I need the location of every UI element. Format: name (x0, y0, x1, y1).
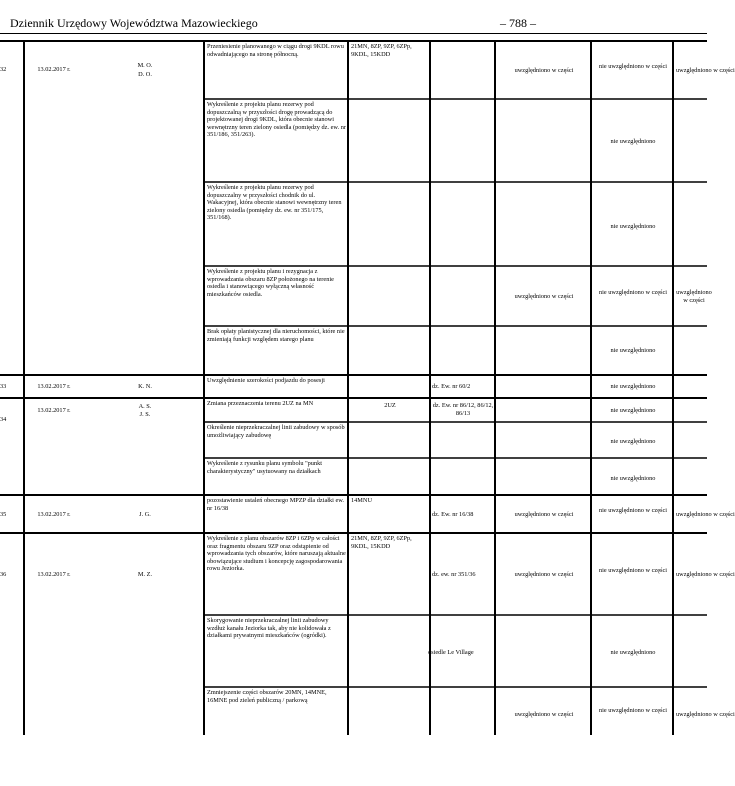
decision-council: nie uwzględniono (610, 649, 656, 656)
plot-number: dz. Ew. nr 60/2 (432, 383, 471, 390)
submission-date: 13.02.2017 r. (37, 571, 71, 578)
person-initials: D. O. (138, 71, 152, 78)
row-number: 32 (0, 66, 7, 73)
submission-date: 13.02.2017 r. (37, 407, 71, 414)
person-initials: M. Z. (137, 571, 153, 578)
decision-final: uwzględniono w części (676, 67, 735, 74)
page-number: – 788 – (500, 16, 536, 30)
remark-description: Skorygowanie nieprzekraczalnej linii zabudowy wzdłuż kanału Jeziorka tak, aby nie kolidowała z działkami prywatnymi mieszkańców (ogródki). (207, 617, 331, 640)
decision-council: nie uwzględniono w części (598, 567, 668, 574)
remark-description: Przeniesienie planowanego w ciągu drogi 9KDL rowu odwadniającego na stronę północną. (207, 43, 344, 58)
person-initials: M. O. (137, 62, 153, 69)
person-initials: J. G. (139, 511, 151, 518)
decision-mayor: uwzględniono w części (514, 511, 574, 518)
decision-mayor: uwzględniono w części (514, 571, 574, 578)
remark-description: Zmniejszenie części obszarów 20MN, 14MNE, 16MNE pod zieleń publiczną / parkową (207, 689, 327, 704)
plan-zones: 2UZ (384, 402, 396, 409)
decision-final: uwzględniono w części (676, 289, 712, 304)
remark-description: Wykreślenie z projektu planu i rezygnacja z wprowadzania obszaru 8ZP położonego na terenie osiedla i stanowiącego wyłączną własność mieszkańców osiedla. (207, 268, 334, 298)
decision-council: nie uwzględniono w części (598, 63, 668, 70)
header-rule (0, 33, 707, 34)
decision-final: uwzględniono w części (676, 711, 735, 718)
plot-number: osiedle Le Village (428, 649, 474, 656)
plan-zones: 14MNU (351, 497, 372, 504)
decision-council: nie uwzględniono (610, 347, 656, 354)
decision-council: nie uwzględniono w części (598, 507, 668, 514)
remark-description: Wykreślenie z projektu planu rezerwy pod dopuszczalną w przyszłości drogę prowadzącą do projektowanej drogi 9KDL, która obecnie stanowi wewnętrzny teren zielony osiedla (pomiędzy dz. ew. nr 351/186, 351/263). (207, 101, 346, 139)
submission-date: 13.02.2017 r. (37, 383, 71, 390)
decision-council: nie uwzględniono w części (598, 289, 668, 296)
remark-description: pozostawienie ustaleń obecnego MPZP dla działki ew. nr 16/38 (207, 497, 344, 512)
journal-title: Dziennik Urzędowy Województwa Mazowieckiego (10, 16, 258, 30)
row-number: 33 (0, 383, 7, 390)
remark-description: Zmiana przeznaczenia terenu 2UZ na MN (207, 400, 314, 407)
decision-council: nie uwzględniono (610, 138, 656, 145)
plan-zones: 21MN, 8ZP, 9ZP, 6ZPp, 9KDL, 15KDD (351, 43, 412, 58)
remark-description: Wykreślenie z rysunku planu symbolu "punkt charakterystyczny" usytuowany na działkach (207, 460, 322, 475)
plot-number: dz. ew. nr 351/36 (432, 571, 476, 578)
plot-number: dz. Ew. nr 16/38 (432, 511, 474, 518)
decision-council: nie uwzględniono (610, 223, 656, 230)
person-initials: K. N. (138, 383, 152, 390)
decision-mayor: uwzględniono w części (514, 67, 574, 74)
person-initials: A. S. (138, 403, 152, 410)
remark-description: Uwzględnienie szerokości podjazdu do posesji (207, 377, 325, 384)
submission-date: 13.02.2017 r. (37, 66, 71, 73)
row-number: 36 (0, 571, 7, 578)
decision-council: nie uwzględniono (610, 383, 656, 390)
decision-final: uwzględniono w części (676, 511, 735, 518)
decision-final: uwzględniono w części (676, 571, 735, 578)
decision-mayor: uwzględniono w części (514, 293, 574, 300)
plan-zones: 21MN, 8ZP, 9ZP, 6ZPp, 9KDL, 15KDD (351, 535, 412, 550)
remark-description: Wykreślenie z projektu planu rezerwy pod dopuszczalny w przyszłości chodnik do ul. Wakacyjnej, która obecnie stanowi wewnętrzny teren zielony osiedla (pomiędzy dz. ew. nr 351/175, 351/168). (207, 184, 342, 222)
remark-description: Określenie nieprzekraczalnej linii zabudowy w sposób umożliwiający zabudowę (207, 424, 345, 439)
row-number: 35 (0, 511, 7, 518)
decision-mayor: uwzględniono w części (514, 711, 574, 718)
decision-council: nie uwzględniono (610, 407, 656, 414)
row-number: 34 (0, 416, 7, 423)
plot-number: dz. Ew. nr 86/12, 86/12, 86/13 (432, 402, 494, 417)
decision-council: nie uwzględniono w części (598, 707, 668, 714)
decision-council: nie uwzględniono (610, 438, 656, 445)
decision-council: nie uwzględniono (610, 475, 656, 482)
submission-date: 13.02.2017 r. (37, 511, 71, 518)
remark-description: Brak opłaty planistycznej dla nieruchomości, które nie zmieniają funkcji względem starego planu (207, 328, 345, 343)
person-initials: J. S. (139, 411, 151, 418)
remark-description: Wykreślenie z planu obszarów 8ZP i 6ZPp w całości oraz fragmentu obszaru 9ZP oraz odstąpienie od wprowadzania tych obszarów, które naruszają aktualne obowiązujące studium i koncepcję zagospodarowania rowu Jeziorka. (207, 535, 346, 573)
